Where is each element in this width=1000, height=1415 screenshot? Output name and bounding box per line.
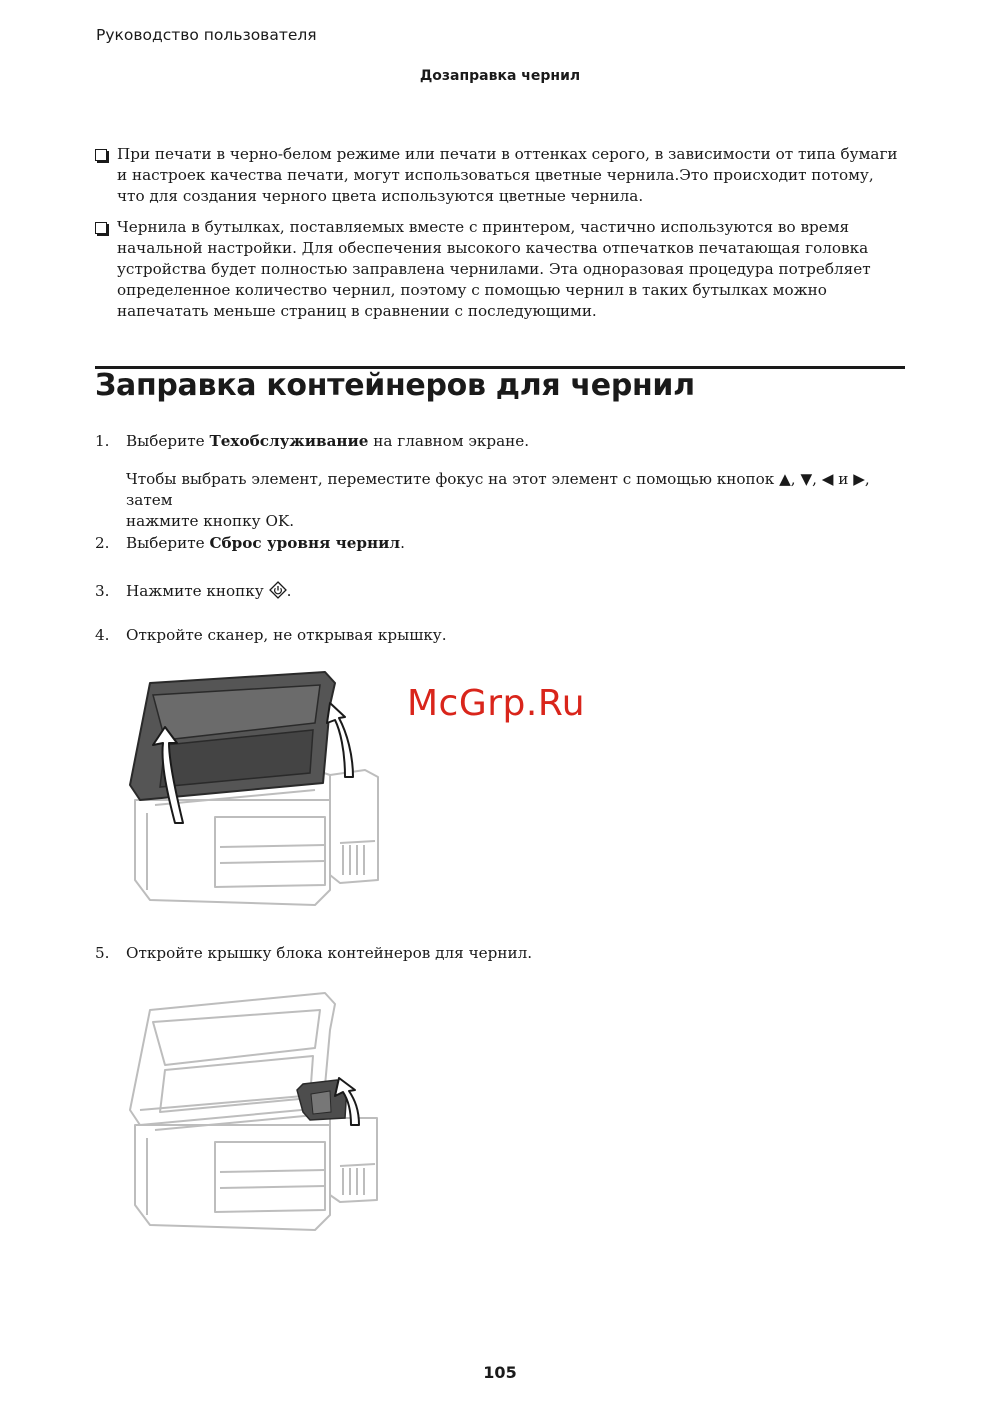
bullet-text: При печати в черно-белом режиме или печати в оттенках серого, в зависимости от типа бумаги и настроек качества печати, могут использоваться цветные чернила.Это происходит потому, что для создания черного цвета используются цветные чернила.	[117, 145, 898, 205]
step-1-note	[126, 469, 906, 532]
watermark: McGrp.Ru	[407, 683, 586, 724]
step-2	[95, 533, 905, 554]
document-title: Руководство пользователя	[96, 26, 317, 44]
note-line: нажмите кнопку OK.	[126, 512, 295, 530]
step-text: Выберите	[126, 432, 210, 450]
bullet-item	[95, 144, 905, 207]
step-number: 3.	[95, 582, 110, 600]
section-heading: Заправка контейнеров для чернил	[95, 368, 695, 403]
ink-tank-cover-open-illustration	[125, 990, 385, 1240]
step-1	[95, 431, 905, 452]
step-4	[95, 625, 905, 646]
step-number: 5.	[95, 944, 110, 962]
step-number: 2.	[95, 534, 110, 552]
bullet-item	[95, 217, 905, 322]
step-text: Выберите	[126, 534, 210, 552]
step-text: Нажмите кнопку	[126, 582, 269, 600]
section-header: Дозаправка чернил	[419, 68, 581, 84]
bullet-text: Чернила в бутылках, поставляемых вместе с принтером, частично используются во время начальной настройки. Для обеспечения высокого качества отпечатков печатающая головка устройства будет полностью заправлена чернилами. Эта одноразовая процедура потребляет определенное количество чернил, поэтому с помощью чернил в таких бутылках можно напечатать меньше страниц в сравнении с последующими.	[117, 218, 871, 320]
step-5	[95, 943, 905, 964]
printer-scanner-open-illustration	[125, 665, 385, 915]
page-number: 105	[483, 1363, 517, 1382]
note-line: Чтобы выбрать элемент, переместите фокус на этот элемент с помощью кнопок ▲, ▼, ◀ и ▶, затем	[126, 470, 870, 509]
step-number: 4.	[95, 626, 110, 644]
step-text: .	[286, 582, 292, 600]
menu-item-name: Сброс уровня чернил	[209, 534, 401, 552]
step-text: Откройте сканер, не открывая крышку.	[126, 626, 447, 644]
step-text: на главном экране.	[368, 432, 530, 450]
menu-item-name: Техобслуживание	[209, 432, 369, 450]
start-diamond-icon	[269, 582, 287, 598]
step-text: Откройте крышку блока контейнеров для чернил.	[126, 944, 533, 962]
step-3	[95, 581, 905, 602]
step-text: .	[400, 534, 405, 552]
checkbox-bullet-icon	[95, 217, 109, 240]
step-number: 1.	[95, 432, 110, 450]
checkbox-bullet-icon	[95, 144, 109, 167]
